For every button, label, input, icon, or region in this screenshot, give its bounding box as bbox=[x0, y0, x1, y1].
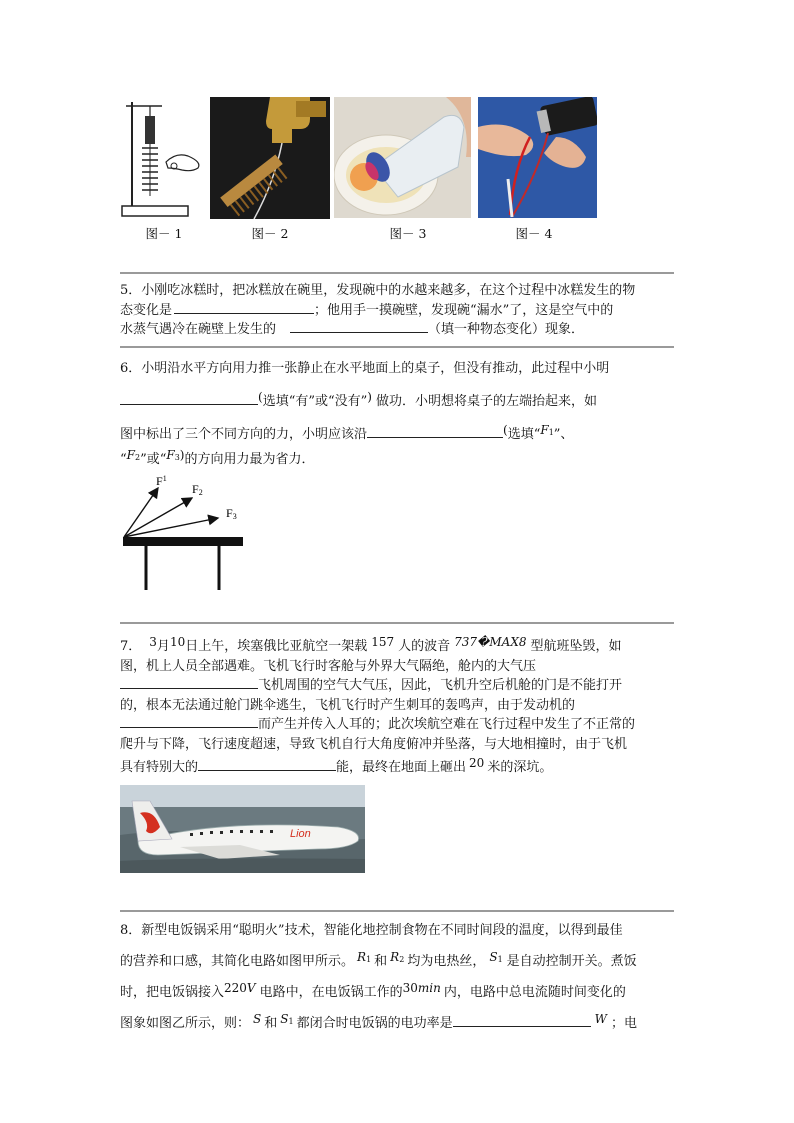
q8-text: 时，把电饭锅接入 bbox=[120, 985, 225, 1000]
figure-2-caption: 图－ 2 bbox=[251, 226, 289, 241]
q8-R1: R1 bbox=[357, 950, 372, 964]
divider-q7 bbox=[120, 622, 674, 624]
f1-label: $F^1$ bbox=[156, 474, 167, 488]
q8-S1: S1 bbox=[280, 1012, 294, 1026]
q7-text: 日上午，埃塞俄比亚航空一架载 bbox=[185, 639, 368, 654]
q6-text: “ bbox=[120, 452, 127, 467]
q8-text: 图象如图乙所示，则： bbox=[120, 1016, 251, 1031]
q5-text: 小刚吃冰糕时，把冰糕放在碗里，发现碗中的水越来越多，在这个过程中冰糕发生的物 bbox=[141, 283, 636, 298]
q5-answer-blank-1[interactable] bbox=[174, 301, 314, 314]
q8-answer-blank-1[interactable] bbox=[453, 1014, 591, 1027]
q6-F1: F1 bbox=[540, 423, 554, 437]
q6-answer-blank-2[interactable] bbox=[367, 425, 503, 438]
q5-text: （填一种物态变化）现象． bbox=[428, 322, 585, 337]
q7-math: 157 bbox=[371, 635, 395, 649]
q8-math: W bbox=[594, 1012, 607, 1026]
question-7 bbox=[120, 633, 676, 778]
figure-3-caption: 图－ 3 bbox=[389, 226, 427, 241]
q8-text: 新型电饭锅采用“聪明火”技术，智能化地控制食物在不同时间段的温度，以得到最佳 bbox=[141, 923, 623, 938]
divider-q6 bbox=[120, 346, 674, 348]
q6-text: 的方向用力最为省力． bbox=[184, 452, 315, 467]
q8-text: 的营养和口感，其简化电路如图甲所示。 bbox=[120, 954, 355, 969]
q6-F2: F2 bbox=[126, 448, 141, 462]
q8-text: ；电 bbox=[610, 1016, 637, 1031]
q6-text: 做功．小明想将桌子的左端抬起来，如 bbox=[375, 394, 597, 409]
force-diagram-table bbox=[118, 470, 258, 592]
plane-livery-text: Lion bbox=[290, 828, 311, 840]
q7-answer-blank-2[interactable] bbox=[120, 715, 258, 728]
q7-text: 米的深坑。 bbox=[487, 760, 553, 775]
q8-math: 220 bbox=[224, 981, 247, 995]
q8-math: 30 bbox=[402, 981, 418, 995]
q6-answer-blank-1[interactable] bbox=[120, 392, 258, 405]
q6-number: 6． bbox=[120, 361, 142, 376]
q8-math: min bbox=[417, 981, 441, 995]
q6-paren: ) bbox=[179, 448, 185, 462]
q8-math: V bbox=[246, 981, 256, 995]
q7-answer-blank-1[interactable] bbox=[120, 676, 258, 689]
q7-answer-blank-3[interactable] bbox=[198, 758, 336, 771]
q8-text: 和 bbox=[374, 954, 388, 969]
figure-4-caption: 图－ 4 bbox=[515, 226, 553, 241]
q7-text: 飞机周围的空气大气压，因此，飞机升空后机舱的门是不能打开 bbox=[258, 678, 623, 693]
q5-text: 态变化是 bbox=[120, 302, 173, 318]
q7-math: 10 bbox=[169, 635, 186, 649]
q8-S: S bbox=[253, 1012, 262, 1026]
q7-text: 月 bbox=[156, 639, 170, 654]
q5-answer-blank-2[interactable] bbox=[290, 320, 428, 333]
q5-number: 5． bbox=[120, 283, 142, 298]
q7-number: 7． bbox=[120, 639, 142, 654]
q8-text: 内，电路中总电流随时间变化的 bbox=[443, 985, 626, 1000]
q8-text: 均为电热丝， bbox=[407, 954, 486, 969]
q7-text: 人的波音 bbox=[398, 639, 451, 654]
f3-label: F3 bbox=[226, 506, 237, 521]
figure-1-caption: 图－ 1 bbox=[145, 226, 183, 241]
q6-F3: F3 bbox=[166, 448, 180, 462]
q7-math: 737�MAX8 bbox=[454, 635, 527, 649]
question-6 bbox=[120, 354, 676, 474]
q8-S1: S1 bbox=[489, 950, 503, 964]
q7-math: 3 bbox=[149, 635, 157, 649]
q7-text: 图，机上人员全部遇难。飞机飞行时客舱与外界大气隔绝，舱内的大气压 bbox=[120, 658, 537, 674]
q6-text: ”或“ bbox=[140, 452, 167, 467]
q6-paren: ( bbox=[503, 423, 508, 437]
q6-paren: ( bbox=[258, 390, 263, 404]
q5-text: 水蒸气遇冷在碗壁上发生的 bbox=[120, 322, 277, 337]
q6-text: ”、 bbox=[553, 427, 574, 442]
q7-text: 能，最终在地面上砸出 bbox=[336, 760, 467, 775]
q6-text: 选填“有”或“没有” bbox=[262, 394, 368, 409]
q7-text: 爬升与下降，飞行速度超速，导致飞机自行大角度俯冲并坠落，与大地相撞时，由于飞机 bbox=[120, 736, 628, 752]
q6-paren: ) bbox=[367, 390, 372, 404]
question-8 bbox=[120, 918, 676, 1037]
q6-text: 选填“ bbox=[507, 427, 541, 442]
question-5 bbox=[120, 281, 676, 340]
q5-text: ；他用手一摸碗壁，发现碗“漏水”了，这是空气中的 bbox=[314, 302, 614, 318]
divider-q5 bbox=[120, 272, 674, 274]
q7-text: 而产生并传入人耳的；此次埃航空难在飞行过程中发生了不正常的 bbox=[258, 717, 636, 732]
q7-text: 具有特别大的 bbox=[120, 760, 199, 775]
q8-text: 和 bbox=[264, 1016, 278, 1031]
q7-math: 20 bbox=[469, 756, 485, 770]
f2-label: F2 bbox=[192, 482, 203, 497]
divider-q8 bbox=[120, 910, 674, 912]
figure-1-spring-stand bbox=[118, 96, 210, 222]
q8-text: 是自动控制开关。煮饭 bbox=[506, 954, 637, 969]
q7-text: 型航班坠毁，如 bbox=[530, 639, 622, 654]
figure-2-faucet-photo bbox=[210, 97, 330, 219]
q8-text: 都闭合时电饭锅的电功率是 bbox=[296, 1016, 453, 1031]
figure-4-battery-photo bbox=[478, 97, 597, 218]
q7-text: 的，根本无法通过舱门跳伞逃生，飞机飞行时产生刺耳的轰鸣声，由于发动机的 bbox=[120, 697, 576, 713]
figure-3-bottle-photo bbox=[334, 97, 471, 218]
q8-number: 8． bbox=[120, 923, 142, 938]
crashed-plane-photo bbox=[120, 785, 365, 873]
q6-text: 图中标出了三个不同方向的力，小明应该沿 bbox=[120, 427, 368, 442]
q8-R2: R2 bbox=[390, 950, 405, 964]
q8-text: 电路中，在电饭锅工作的 bbox=[259, 985, 403, 1000]
q6-text: 小明沿水平方向用力推一张静止在水平地面上的桌子，但没有推动，此过程中小明 bbox=[141, 361, 610, 376]
